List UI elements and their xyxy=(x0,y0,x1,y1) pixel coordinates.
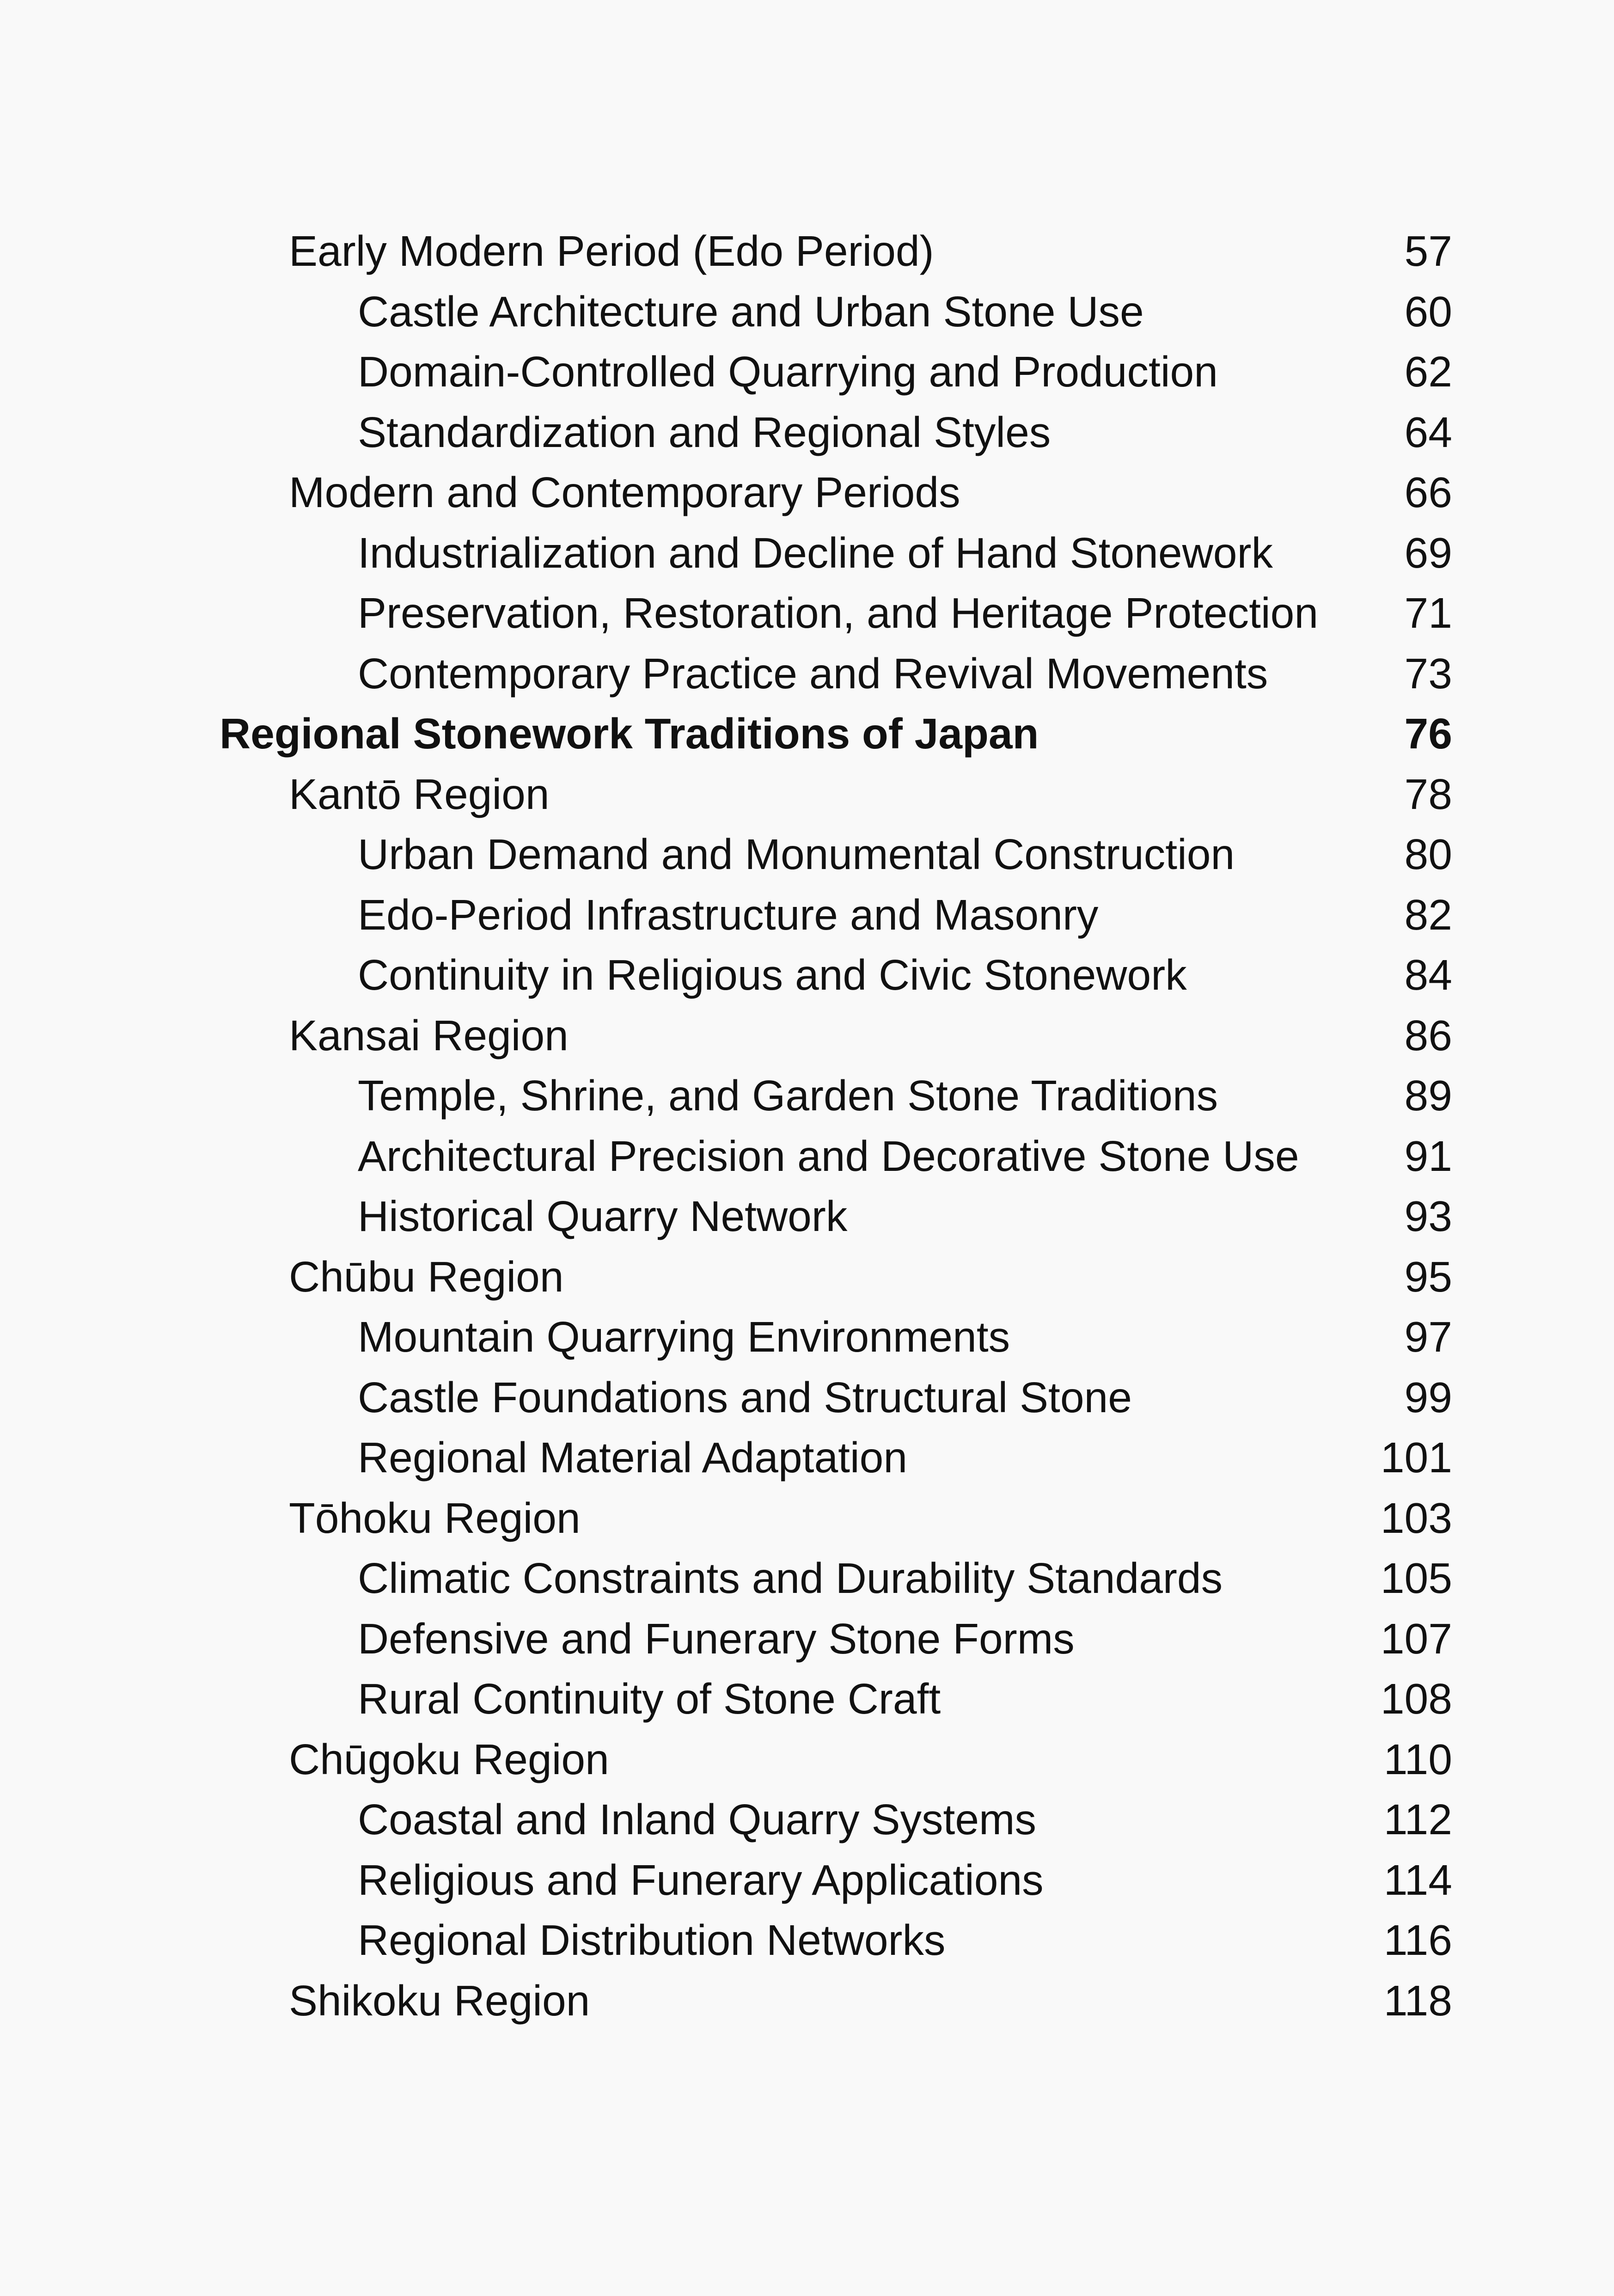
toc-entry[interactable] xyxy=(0,402,1614,463)
toc-entry[interactable] xyxy=(0,462,1614,523)
toc-chapter-page: 76 xyxy=(1404,710,1452,758)
toc-entry-title: Climatic Constraints and Durability Standards xyxy=(358,1554,1223,1602)
toc-entry-page: 99 xyxy=(1404,1373,1452,1421)
toc-entry[interactable] xyxy=(0,1850,1614,1910)
toc-entry-page: 80 xyxy=(1404,830,1452,878)
toc-entry[interactable] xyxy=(0,1186,1614,1247)
toc-entry-title: Mountain Quarrying Environments xyxy=(358,1313,1010,1361)
toc-entry-title: Coastal and Inland Quarry Systems xyxy=(358,1795,1037,1843)
toc-entry[interactable] xyxy=(0,764,1614,825)
toc-entry-page: 112 xyxy=(1383,1795,1452,1843)
toc-entry-title: Defensive and Funerary Stone Forms xyxy=(358,1614,1075,1663)
toc-entry-title: Modern and Contemporary Periods xyxy=(289,468,960,516)
toc-entry[interactable] xyxy=(0,342,1614,402)
toc-entry[interactable] xyxy=(0,945,1614,1005)
toc-entry-page: 78 xyxy=(1404,770,1452,818)
toc-entry-page: 71 xyxy=(1404,589,1452,637)
toc-entry[interactable] xyxy=(0,824,1614,885)
toc-entry-page: 105 xyxy=(1380,1554,1452,1602)
toc-entry-title: Domain-Controlled Quarrying and Production xyxy=(358,348,1218,396)
toc-entry-page: 118 xyxy=(1383,1976,1452,2025)
toc-entry-title: Historical Quarry Network xyxy=(358,1192,848,1240)
toc-entry[interactable] xyxy=(0,1367,1614,1428)
toc-entry-title: Continuity in Religious and Civic Stonework xyxy=(358,951,1187,999)
toc-entry-page: 66 xyxy=(1404,468,1452,516)
toc-entry-page: 91 xyxy=(1404,1132,1452,1180)
toc-entry-title: Kantō Region xyxy=(289,770,550,818)
toc-entry-page: 82 xyxy=(1404,890,1452,939)
toc-entry-title: Rural Continuity of Stone Craft xyxy=(358,1675,941,1723)
toc-entry-page: 97 xyxy=(1404,1313,1452,1361)
toc-entry-page: 103 xyxy=(1380,1494,1452,1542)
toc-entry-page: 64 xyxy=(1404,408,1452,456)
toc-entry-title: Castle Foundations and Structural Stone xyxy=(358,1373,1132,1421)
toc-entry-page: 114 xyxy=(1383,1855,1452,1904)
toc-entry-page: 69 xyxy=(1404,528,1452,577)
toc-entry-title: Edo-Period Infrastructure and Masonry xyxy=(358,890,1099,939)
toc-entry-title: Early Modern Period (Edo Period) xyxy=(289,227,934,275)
toc-entry[interactable] xyxy=(0,1789,1614,1850)
toc-entry-page: 73 xyxy=(1404,649,1452,698)
toc-chapter-entry[interactable] xyxy=(0,704,1614,764)
toc-entry-title: Regional Distribution Networks xyxy=(358,1916,946,1964)
toc-entry-page: 93 xyxy=(1404,1192,1452,1240)
table-of-contents xyxy=(0,221,1614,2031)
toc-entry[interactable] xyxy=(0,221,1614,282)
toc-entry[interactable] xyxy=(0,282,1614,342)
toc-entry-title: Regional Material Adaptation xyxy=(358,1433,908,1482)
toc-entry[interactable] xyxy=(0,1126,1614,1187)
toc-entry-page: 62 xyxy=(1404,348,1452,396)
toc-entry[interactable] xyxy=(0,1427,1614,1488)
toc-entry[interactable] xyxy=(0,1065,1614,1126)
toc-entry[interactable] xyxy=(0,1548,1614,1609)
toc-entry-title: Chūbu Region xyxy=(289,1252,564,1301)
toc-entry-title: Shikoku Region xyxy=(289,1976,590,2025)
toc-entry[interactable] xyxy=(0,1005,1614,1066)
toc-entry-title: Castle Architecture and Urban Stone Use xyxy=(358,287,1144,336)
toc-entry-page: 60 xyxy=(1404,287,1452,336)
toc-entry-page: 57 xyxy=(1404,227,1452,275)
toc-entry-title: Temple, Shrine, and Garden Stone Traditions xyxy=(358,1071,1218,1120)
toc-entry-title: Preservation, Restoration, and Heritage Protection xyxy=(358,589,1319,637)
toc-entry[interactable] xyxy=(0,583,1614,643)
toc-entry-page: 89 xyxy=(1404,1071,1452,1120)
toc-entry-title: Chūgoku Region xyxy=(289,1735,609,1783)
toc-entry[interactable] xyxy=(0,1971,1614,2031)
toc-entry-page: 86 xyxy=(1404,1011,1452,1059)
toc-entry[interactable] xyxy=(0,1910,1614,1971)
toc-chapter-title: Regional Stonework Traditions of Japan xyxy=(220,710,1039,758)
toc-entry-title: Industrialization and Decline of Hand Stonework xyxy=(358,528,1273,577)
toc-entry-title: Tōhoku Region xyxy=(289,1494,581,1542)
toc-entry[interactable] xyxy=(0,1307,1614,1367)
toc-entry[interactable] xyxy=(0,523,1614,583)
toc-entry-title: Urban Demand and Monumental Construction xyxy=(358,830,1235,878)
toc-entry-page: 116 xyxy=(1383,1916,1452,1964)
toc-entry[interactable] xyxy=(0,1488,1614,1549)
toc-entry[interactable] xyxy=(0,1729,1614,1790)
toc-entry[interactable] xyxy=(0,885,1614,945)
toc-entry-page: 95 xyxy=(1404,1252,1452,1301)
toc-entry-title: Religious and Funerary Applications xyxy=(358,1855,1044,1904)
toc-entry[interactable] xyxy=(0,643,1614,704)
toc-entry-page: 101 xyxy=(1380,1433,1452,1482)
toc-entry-page: 84 xyxy=(1404,951,1452,999)
toc-entry-page: 108 xyxy=(1380,1675,1452,1723)
toc-entry-title: Standardization and Regional Styles xyxy=(358,408,1051,456)
toc-entry[interactable] xyxy=(0,1609,1614,1669)
toc-entry-page: 110 xyxy=(1383,1735,1452,1783)
toc-entry-title: Contemporary Practice and Revival Movements xyxy=(358,649,1268,698)
toc-entry-title: Kansai Region xyxy=(289,1011,569,1059)
toc-entry-page: 107 xyxy=(1380,1614,1452,1663)
toc-entry[interactable] xyxy=(0,1669,1614,1729)
toc-entry-title: Architectural Precision and Decorative Stone Use xyxy=(358,1132,1299,1180)
toc-entry[interactable] xyxy=(0,1247,1614,1307)
